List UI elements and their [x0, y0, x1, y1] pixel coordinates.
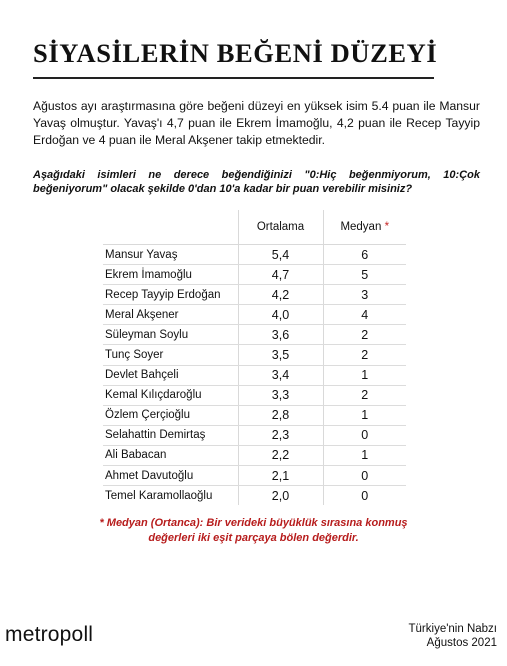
median-score: 1: [323, 445, 406, 465]
table-row: [103, 365, 406, 385]
median-score: 6: [323, 245, 406, 265]
page-title: SİYASİLERİN BEĞENİ DÜZEYİ: [33, 38, 438, 68]
title-divider: [33, 77, 434, 79]
politician-name: Mansur Yavaş: [103, 245, 238, 265]
table-row: [103, 445, 406, 465]
header-median: [323, 210, 406, 245]
average-score: 3,4: [238, 365, 323, 385]
politician-name: Temel Karamollaoğlu: [105, 489, 213, 502]
average-score: 3,3: [238, 385, 323, 405]
metropoll-logo: metropoll: [5, 623, 94, 646]
median-score: 1: [323, 365, 406, 385]
median-score: 4: [323, 305, 406, 325]
table-row: [103, 486, 406, 506]
ratings-table: [103, 210, 406, 505]
average-score: 2,2: [238, 445, 323, 465]
table-row: [103, 245, 406, 265]
footnote-line-1: * Medyan (Ortanca): Bir verideki büyüklük sırasına konmuş: [99, 517, 408, 529]
average-score: 2,0: [238, 486, 323, 506]
median-score: 5: [323, 265, 406, 285]
politician-name: Süleyman Soylu: [103, 325, 238, 345]
header-average: Ortalama: [238, 210, 323, 245]
politician-name: Meral Akşener: [103, 305, 238, 325]
header-median-label: Medyan: [340, 221, 382, 233]
median-score: 2: [323, 325, 406, 345]
ratings-table-container: [103, 210, 406, 505]
politician-name: Tunç Soyer: [103, 345, 238, 365]
table-row: [103, 325, 406, 345]
politician-name: Recep Tayyip Erdoğan: [103, 285, 238, 305]
average-score: 5,4: [238, 245, 323, 265]
politician-name: Ali Babacan: [103, 445, 238, 465]
average-score: 2,1: [238, 466, 323, 486]
median-score: 3: [323, 285, 406, 305]
table-header-row: [103, 210, 406, 245]
median-score: 2: [323, 385, 406, 405]
average-score: 3,6: [238, 325, 323, 345]
table-row: [103, 265, 406, 285]
source-line-2: Ağustos 2021: [426, 637, 497, 649]
politician-name: Devlet Bahçeli: [103, 365, 238, 385]
politician-name: Kemal Kılıçdaroğlu: [103, 385, 238, 405]
politician-name: Ahmet Davutoğlu: [103, 466, 238, 486]
survey-question: Aşağıdaki isimleri ne derece beğendiğinizi "0:Hiç beğenmiyorum, 10:Çok beğeniyorum" olacak şekilde 0'dan 10'a kadar bir puan verebilir misiniz?: [33, 169, 480, 195]
median-score: 0: [323, 425, 406, 445]
table-row: [103, 405, 406, 425]
politician-name: Ekrem İmamoğlu: [103, 265, 238, 285]
median-score: 0: [323, 486, 406, 506]
politician-name: Selahattin Demirtaş: [103, 425, 238, 445]
header-blank-cell: [103, 210, 238, 245]
summary-paragraph: Ağustos ayı araştırmasına göre beğeni düzeyi en yüksek isim 5.4 puan ile Mansur Yavaş olmuştur. Yavaş'ı 4,7 puan ile Ekrem İmamoğlu, 4,2 puan ile Recep Tayyip Erdoğan ve 4 puan ile Meral Akşener takip etmektedir.: [33, 99, 480, 147]
table-row: [103, 466, 406, 486]
footnote-line-2: değerleri iki eşit parçaya bölen değerdir.: [148, 532, 359, 544]
average-score: 2,8: [238, 405, 323, 425]
table-row: [103, 285, 406, 305]
source-line-1: Türkiye'nin Nabzı: [408, 623, 497, 635]
table-row: [103, 425, 406, 445]
politician-name: Özlem Çerçioğlu: [103, 405, 238, 425]
average-score: 4,0: [238, 305, 323, 325]
average-score: 2,3: [238, 425, 323, 445]
median-score: 0: [323, 466, 406, 486]
average-score: 3,5: [238, 345, 323, 365]
median-score: 1: [323, 405, 406, 425]
average-score: 4,7: [238, 265, 323, 285]
header-median-marker: *: [384, 221, 390, 233]
table-row: [103, 385, 406, 405]
median-score: 2: [323, 345, 406, 365]
average-score: 4,2: [238, 285, 323, 305]
median-footnote: [60, 516, 447, 546]
table-row: [103, 345, 406, 365]
table-body: [103, 245, 406, 506]
source-caption: [409, 622, 497, 650]
table-row: [103, 305, 406, 325]
